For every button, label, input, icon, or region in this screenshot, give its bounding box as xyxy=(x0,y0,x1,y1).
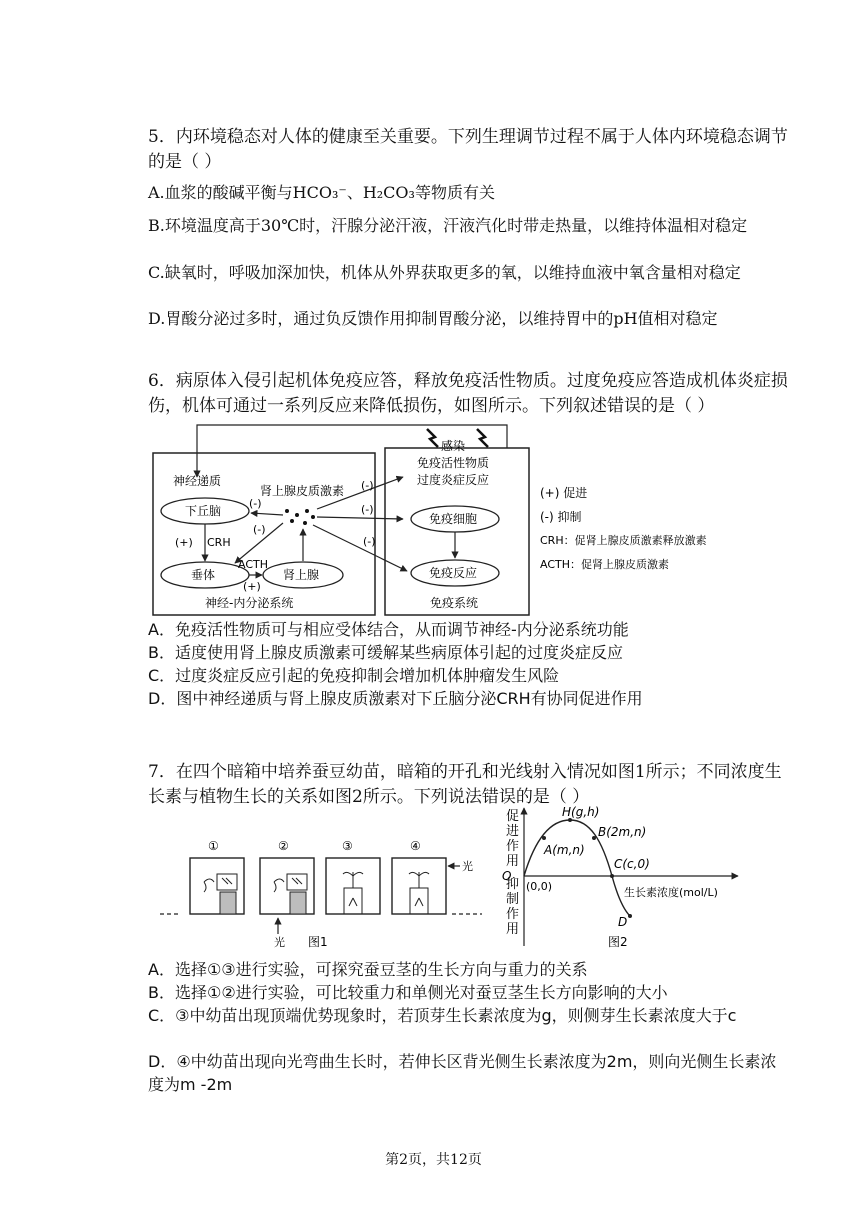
svg-text:促进作用: 促进作用 xyxy=(506,809,520,869)
adrenal-label: 肾上腺 xyxy=(283,568,320,582)
point-a: A(m,n) xyxy=(544,843,585,857)
immune-cell-label: 免疫细胞 xyxy=(429,512,478,526)
point-c: C(c,0) xyxy=(614,857,650,871)
box-1-label: ① xyxy=(208,839,219,853)
q5-stem: 5．内环境稳态对人体的健康至关重要。下列生理调节过程不属于人体内环境稳态调节的是（ ） xyxy=(148,127,788,172)
immune-response-label: 免疫反应 xyxy=(429,566,478,580)
corticosteroid-label: 肾上腺皮质激素 xyxy=(260,484,345,498)
lightning-icon xyxy=(427,429,438,447)
svg-text:抑制作用: 抑制作用 xyxy=(506,877,520,937)
q5-option-d: D.胃酸分泌过多时，通过负反馈作用抑制胃酸分泌，以维持胃中的pH值相对稳定 xyxy=(148,309,718,328)
point-h: H(g,h) xyxy=(562,806,600,819)
infection-label: 感染 xyxy=(441,439,466,453)
q7-stem: 7．在四个暗箱中培养蚕豆幼苗，暗箱的开孔和光线射入情况如图1所示；不同浓度生长素与植物生长的关系如图2所示。下列说法错误的是（ ） xyxy=(148,762,782,807)
point-d: D xyxy=(618,915,628,929)
acth-plus-label: (+) xyxy=(243,580,261,593)
immune-active-label: 免疫活性物质 xyxy=(417,456,490,470)
q7-option-d: D．④中幼苗出现向光弯曲生长时，若伸长区背光侧生长素浓度为2m，则向光侧生长素浓度为m -2m xyxy=(148,1052,777,1094)
x-axis-label: 生长素浓度(mol/L) xyxy=(624,886,718,899)
fig2-caption: 图2 xyxy=(608,935,628,949)
pituitary-label: 垂体 xyxy=(191,568,216,582)
inhibit-label: (-) xyxy=(249,497,262,510)
q6-option-c: C．过度炎症反应引起的免疫抑制会增加机体肿瘤发生风险 xyxy=(148,666,560,685)
box-4-label: ④ xyxy=(410,839,421,853)
lightning-icon xyxy=(477,429,488,447)
box-3-label: ③ xyxy=(342,839,353,853)
corticosteroid-dots xyxy=(285,509,315,525)
inhibit-label: (-) xyxy=(361,479,374,492)
q5-option-c: C.缺氧时，呼吸加深加快，机体从外界获取更多的氧，以维持血液中氧含量相对稳定 xyxy=(148,263,741,282)
light-label-2: 光 xyxy=(274,936,285,949)
legend-minus: (-) 抑制 xyxy=(540,510,582,524)
origin-coord: (0,0) xyxy=(526,880,553,893)
q7-option-a: A．选择①③进行实验，可探究蚕豆茎的生长方向与重力的关系 xyxy=(148,960,588,979)
q7-figure2 xyxy=(500,806,760,954)
crh-label: CRH xyxy=(207,536,231,549)
seedling-icon xyxy=(343,872,363,906)
q6-option-b: B．适度使用肾上腺皮质激素可缓解某些病原体引起的过度炎症反应 xyxy=(148,643,623,662)
q5-option-b: B.环境温度高于30℃时，汗腺分泌汗液，汗液汽化时带走热量，以维持体温相对稳定 xyxy=(148,216,748,235)
page-footer: 第2页，共12页 xyxy=(385,1152,482,1168)
legend-crh: CRH：促肾上腺皮质激素释放激素 xyxy=(540,534,707,547)
neuro-system-label: 神经-内分泌系统 xyxy=(205,596,294,610)
fig1-caption: 图1 xyxy=(308,935,328,949)
inhibit-label: (-) xyxy=(363,535,376,548)
acth-label: ACTH xyxy=(238,558,269,571)
legend-plus: (+) 促进 xyxy=(540,486,588,500)
q7-figure1 xyxy=(160,836,490,951)
q6-stem: 6．病原体入侵引起机体免疫应答，释放免疫活性物质。过度免疫应答造成机体炎症损伤，机体可通过一系列反应来降低损伤，如图所示。下列叙述错误的是（ ） xyxy=(148,371,788,416)
crh-plus-label: (+) xyxy=(175,536,193,549)
immune-system-label: 免疫系统 xyxy=(430,596,479,610)
neurotransmitter-label: 神经递质 xyxy=(173,474,222,488)
q5-option-a: A.血浆的酸碱平衡与HCO₃⁻、H₂CO₃等物质有关 xyxy=(148,183,495,202)
seedling-icon xyxy=(409,872,429,906)
q7-option-b: B．选择①②进行实验，可比较重力和单侧光对蚕豆茎生长方向影响的大小 xyxy=(148,983,668,1002)
inhibit-label: (-) xyxy=(361,503,374,516)
inhibit-label: (-) xyxy=(253,523,266,536)
q6-option-d: D．图中神经递质与肾上腺皮质激素对下丘脑分泌CRH有协同促进作用 xyxy=(148,689,643,708)
point-b: B(2m,n) xyxy=(598,825,647,839)
light-label-4: 光 xyxy=(462,860,473,873)
hypothalamus-label: 下丘脑 xyxy=(185,504,222,518)
overinflammation-label: 过度炎症反应 xyxy=(417,473,490,487)
q6-option-a: A．免疫活性物质可与相应受体结合，从而调节神经-内分泌系统功能 xyxy=(148,620,629,639)
q7-option-c: C．③中幼苗出现顶端优势现象时，若顶芽生长素浓度为g，则侧芽生长素浓度大于c xyxy=(148,1006,737,1025)
origin-label: O xyxy=(502,869,512,883)
q6-diagram xyxy=(145,415,745,620)
legend-acth: ACTH：促肾上腺皮质激素 xyxy=(540,558,670,571)
box-2-label: ② xyxy=(278,839,289,853)
